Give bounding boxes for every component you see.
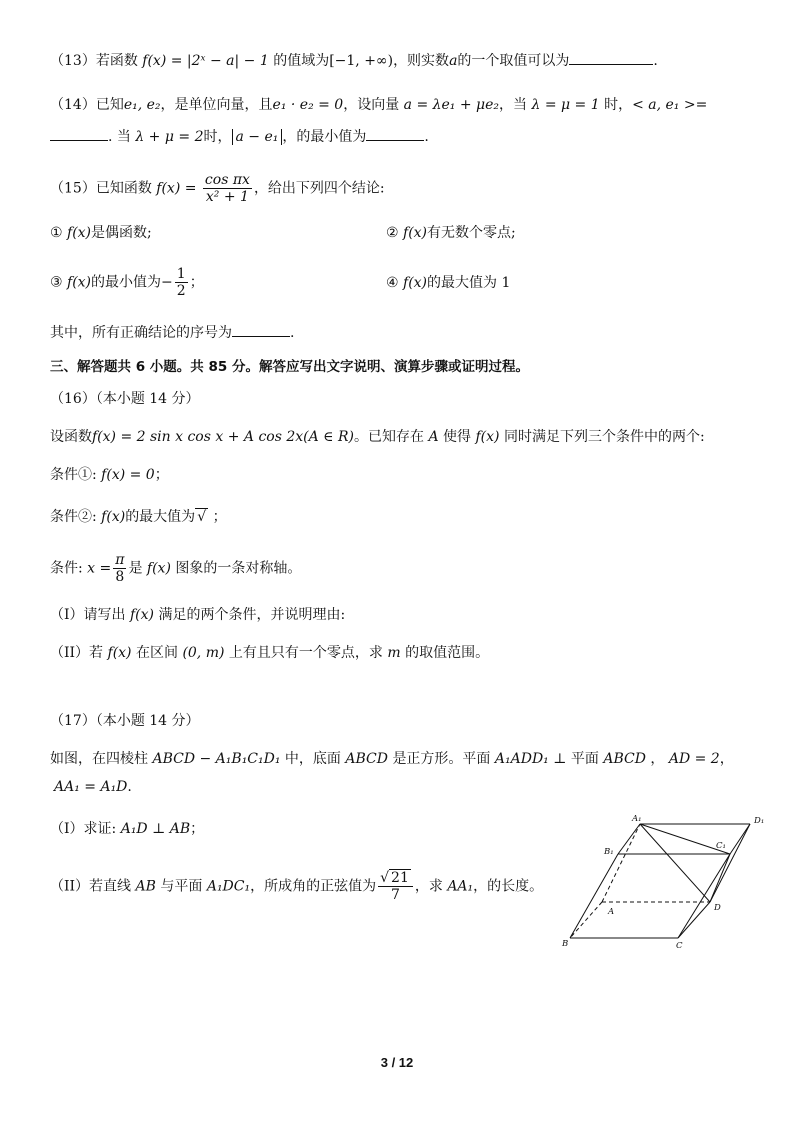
q16-condition-1: 条件①: f(x) = 0； [50, 467, 169, 483]
edge-c-d [678, 902, 710, 938]
q13-function: f(x) = |2ˣ − a| − 1 [142, 53, 269, 69]
label-b1: B₁ [604, 847, 614, 857]
q16-pi-over-8: $\frac{\pi}{8}$ [115, 552, 125, 585]
edge-b-b1 [570, 854, 618, 938]
page-number: 3 / 12 [380, 1055, 414, 1070]
q13-range: [−1, +∞) [329, 53, 394, 69]
edge-a-b [570, 902, 602, 938]
q17-part-1: （I）求证: A₁D ⊥ AB； [50, 821, 205, 837]
q17-sqrt21-over-7: $\frac{√ 21}{7}$ [378, 870, 413, 903]
q17-part-2: （II）若直线 AB 与平面 A₁DC₁，所成角的正弦值为 $\frac{√ 21}{7}$ ，求 AA₁，的长度。 [50, 870, 544, 903]
q17-stem-line-1: 如图，在四棱柱 ABCD − A₁B₁C₁D₁ 中，底面 ABCD 是正方形。平面 A₁ADD₁ ⊥ 平面 ABCD ， AD = 2， [50, 751, 734, 767]
q16-sqrt-symbol: √ [197, 509, 207, 525]
segment-c1-d [710, 854, 730, 902]
q15-line: （15）已知函数 f(x) = $\frac{\text{cos πx}}{\text{x² + 1}}$ ，给出下列四个结论: [50, 172, 385, 205]
q16-condition-3: 条件: x = $\frac{\pi}{8}$ 是 f(x) 图象的一条对称轴。 [50, 552, 302, 585]
edge-a1-b1 [618, 824, 640, 854]
q14-number: （14） [50, 97, 96, 113]
q16-condition-2: 条件②: f(x)的最大值为 √ ； [50, 509, 227, 525]
q15-conclusion-3: ③ f(x)的最小值为− $\frac{1}{2}$ ； [50, 266, 204, 299]
q17-header: （17）（本小题 14 分） [50, 713, 200, 729]
q14-line-1: （14）已知e₁, e₂，是单位向量，且e₁ · e₂ = 0，设向量 a = λe₁ + μe₂，当 λ = μ = 1 时，< a, e₁ >= [50, 97, 708, 113]
label-b: B [562, 939, 569, 949]
q16-part-1: （I）请写出 f(x) 满足的两个条件，并说明理由: [50, 607, 346, 623]
edge-c1-d1 [730, 824, 750, 854]
q16-stem: 设函数f(x) = 2 sin x cos x + A cos 2x(A ∈ R)。已知存在 A 使得 f(x) 同时满足下列三个条件中的两个: [50, 429, 705, 445]
prism-figure [560, 810, 775, 950]
q15-conclusion-4: ④ f(x)的最大值为 1 [386, 275, 511, 291]
q14-answer-blank-1 [50, 126, 108, 141]
q13-line: （13）若函数 f(x) = |2ˣ − a| − 1 的值域为[−1, +∞)，则实数a的一个取值可以为 . [50, 50, 658, 72]
q15-answer-blank [232, 322, 290, 337]
q15-number: （15） [50, 180, 96, 197]
label-d1: D₁ [754, 816, 765, 826]
q13-answer-blank [569, 50, 653, 65]
label-c1: C₁ [716, 841, 726, 851]
label-a1: A₁ [632, 814, 642, 824]
q15-conclusion-2: ② f(x)有无数个零点; [386, 225, 516, 241]
q13-number: （13） [50, 53, 96, 69]
q16-part-2: （II）若 f(x) 在区间 (0, m) 上有且只有一个零点，求 m 的取值范围。 [50, 645, 490, 661]
q14-answer-blank-2 [366, 126, 424, 141]
q15-conclusion-1: ① f(x)是偶函数; [50, 225, 152, 241]
label-a: A [608, 907, 615, 917]
q15-answer-line: 其中，所有正确结论的序号为 . [50, 322, 294, 344]
label-c: C [676, 941, 683, 950]
edge-d-d1 [710, 824, 750, 902]
q15-c3-fraction: $\frac{1}{2}$ [176, 266, 186, 299]
q14-line-2: . 当 λ + μ = 2时， a − e₁ ，的最小值为 . [50, 126, 429, 148]
q16-header: （16）（本小题 14 分） [50, 391, 200, 407]
section-3-heading: 三、解答题共 6 小题。共 85 分。解答应写出文字说明、演算步骤或证明过程。 [50, 359, 529, 375]
q15-fraction: $\frac{\text{cos πx}}{\text{x² + 1}}$ [204, 172, 250, 205]
label-d: D [714, 903, 721, 913]
edge-a-a1 [602, 824, 640, 902]
q17-stem-line-2: AA₁ = A₁D. [54, 779, 132, 795]
